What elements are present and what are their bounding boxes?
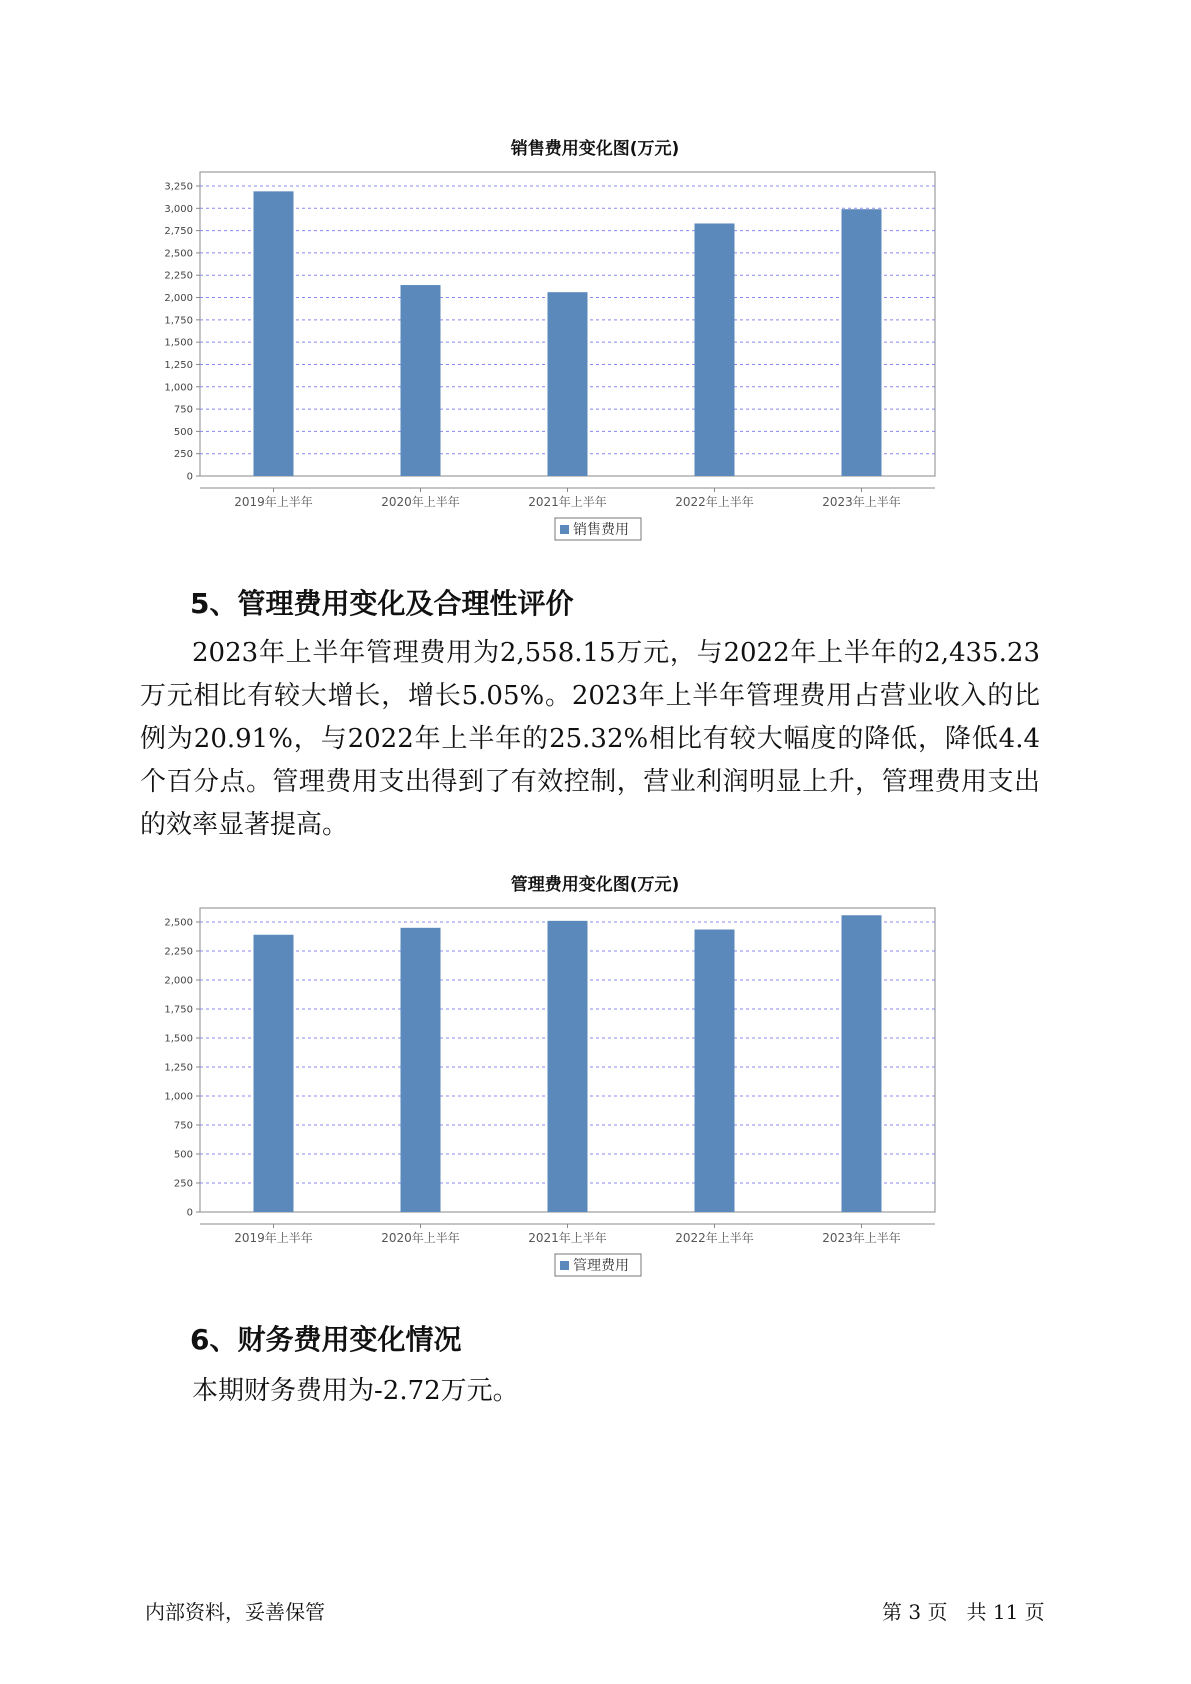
admin-expense-chart bbox=[150, 866, 1040, 1286]
y-tick-label: 2,250 bbox=[164, 946, 193, 958]
legend-label: 管理费用 bbox=[573, 1258, 629, 1274]
bar bbox=[401, 285, 441, 476]
legend-swatch bbox=[560, 1261, 569, 1270]
y-tick-label: 1,500 bbox=[164, 337, 193, 349]
bar bbox=[842, 915, 882, 1212]
chart-title: 管理费用变化图(万元) bbox=[510, 875, 680, 895]
section-paragraph bbox=[140, 632, 1040, 847]
y-tick-label: 2,000 bbox=[164, 975, 193, 987]
y-tick-label: 1,750 bbox=[164, 1004, 193, 1016]
y-tick-label: 250 bbox=[173, 449, 193, 461]
y-tick-label: 250 bbox=[173, 1178, 193, 1190]
legend-label: 销售费用 bbox=[573, 522, 629, 538]
paragraph-text: 2023年上半年管理费用为2,558.15万元，与2022年上半年的2,435.23万元相比有较大增长，增长5.05%。2023年上半年管理费用占营业收入的比例为20.91%，与2022年上半年的25.32%相比有较大幅度的降低，降低4.4个百分点。管理费用支出得到了有效控制，营业利润明显上升，管理费用支出的效率显著提高。 bbox=[140, 638, 1040, 840]
legend-swatch bbox=[560, 525, 569, 534]
y-tick-label: 0 bbox=[186, 471, 193, 483]
y-tick-label: 2,250 bbox=[164, 270, 193, 282]
y-tick-label: 2,750 bbox=[164, 226, 193, 238]
sales-expense-chart bbox=[150, 130, 1040, 550]
y-tick-label: 3,000 bbox=[164, 203, 193, 215]
x-tick-label: 2019年上半年 bbox=[234, 1231, 313, 1245]
bar bbox=[548, 292, 588, 476]
y-tick-label: 2,500 bbox=[164, 917, 193, 929]
y-tick-label: 1,000 bbox=[164, 1091, 193, 1103]
y-tick-label: 750 bbox=[173, 404, 193, 416]
y-tick-label: 2,500 bbox=[164, 248, 193, 260]
bar bbox=[548, 921, 588, 1212]
x-tick-label: 2019年上半年 bbox=[234, 495, 313, 509]
y-tick-label: 1,500 bbox=[164, 1033, 193, 1045]
y-tick-label: 500 bbox=[173, 1149, 193, 1161]
y-tick-label: 500 bbox=[173, 426, 193, 438]
bar bbox=[401, 928, 441, 1212]
y-tick-label: 1,750 bbox=[164, 315, 193, 327]
bar bbox=[695, 223, 735, 476]
section-heading: 6、财务费用变化情况 bbox=[190, 1323, 462, 1356]
bar bbox=[842, 209, 882, 476]
bar bbox=[695, 930, 735, 1212]
y-tick-label: 2,000 bbox=[164, 293, 193, 305]
y-tick-label: 1,000 bbox=[164, 382, 193, 394]
chart-title: 销售费用变化图(万元) bbox=[510, 139, 680, 159]
x-tick-label: 2021年上半年 bbox=[528, 495, 607, 509]
x-tick-label: 2020年上半年 bbox=[381, 1231, 460, 1245]
section-paragraph bbox=[140, 1370, 1040, 1413]
x-tick-label: 2020年上半年 bbox=[381, 495, 460, 509]
y-tick-label: 0 bbox=[186, 1207, 193, 1219]
footer-left: 内部资料，妥善保管 bbox=[145, 1600, 325, 1624]
bar bbox=[254, 935, 294, 1212]
x-tick-label: 2021年上半年 bbox=[528, 1231, 607, 1245]
y-tick-label: 750 bbox=[173, 1120, 193, 1132]
paragraph-text: 本期财务费用为-2.72万元。 bbox=[192, 1376, 519, 1406]
chart-plot bbox=[150, 130, 1040, 550]
y-tick-label: 3,250 bbox=[164, 181, 193, 193]
x-tick-label: 2022年上半年 bbox=[675, 495, 754, 509]
footer-page-number: 第 3 页 共 11 页 bbox=[882, 1600, 1045, 1624]
y-tick-label: 1,250 bbox=[164, 1062, 193, 1074]
x-tick-label: 2023年上半年 bbox=[822, 495, 901, 509]
chart-plot bbox=[150, 866, 1040, 1286]
x-tick-label: 2023年上半年 bbox=[822, 1231, 901, 1245]
bar bbox=[254, 191, 294, 476]
x-tick-label: 2022年上半年 bbox=[675, 1231, 754, 1245]
y-tick-label: 1,250 bbox=[164, 359, 193, 371]
section-heading: 5、管理费用变化及合理性评价 bbox=[190, 587, 574, 620]
